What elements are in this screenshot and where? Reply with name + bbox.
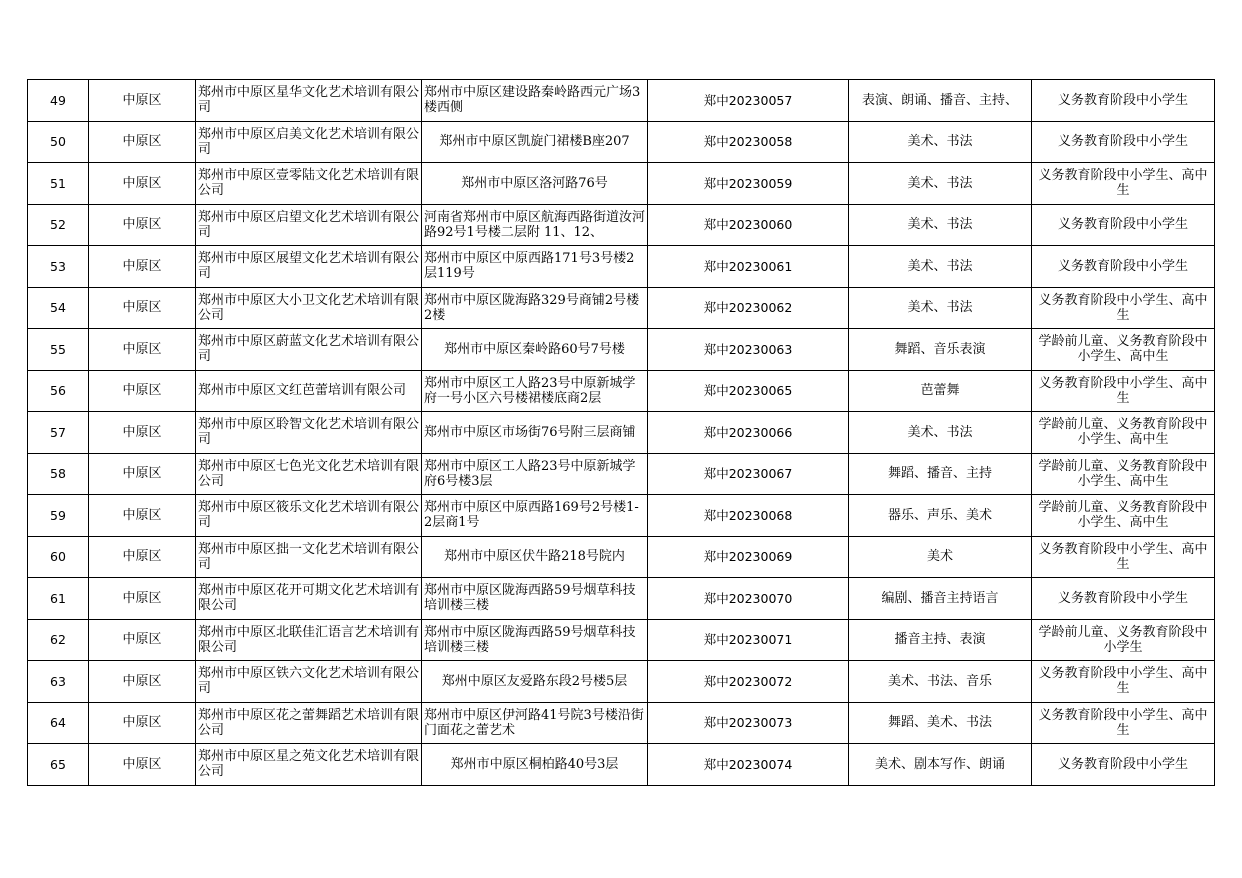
institution-name-cell: 郑州市中原区铁六文化艺术培训有限公司 <box>196 661 422 703</box>
institution-name-cell: 郑州市中原区拙一文化艺术培训有限公司 <box>196 536 422 578</box>
district-cell: 中原区 <box>89 246 196 288</box>
target-students-cell: 学龄前儿童、义务教育阶段中小学生 <box>1032 619 1215 661</box>
target-students-cell: 义务教育阶段中小学生 <box>1032 121 1215 163</box>
license-number-cell: 郑中20230073 <box>648 702 849 744</box>
table-body <box>28 80 1215 786</box>
subjects-cell: 编剧、播音主持语言 <box>849 578 1032 620</box>
institution-name-cell: 郑州市中原区展望文化艺术培训有限公司 <box>196 246 422 288</box>
row-number-cell: 52 <box>28 204 89 246</box>
subjects-cell: 美术、书法 <box>849 121 1032 163</box>
district-cell: 中原区 <box>89 80 196 122</box>
target-students-cell: 义务教育阶段中小学生 <box>1032 80 1215 122</box>
license-number-cell: 郑中20230074 <box>648 744 849 786</box>
address-cell: 郑州市中原区陇海西路59号烟草科技培训楼三楼 <box>422 578 648 620</box>
registry-table <box>27 79 1215 786</box>
table-row <box>28 702 1215 744</box>
district-cell: 中原区 <box>89 204 196 246</box>
table-row <box>28 329 1215 371</box>
license-number-cell: 郑中20230071 <box>648 619 849 661</box>
license-number-cell: 郑中20230072 <box>648 661 849 703</box>
table-row <box>28 453 1215 495</box>
target-students-cell: 学龄前儿童、义务教育阶段中小学生、高中生 <box>1032 329 1215 371</box>
district-cell: 中原区 <box>89 536 196 578</box>
target-students-cell: 义务教育阶段中小学生、高中生 <box>1032 287 1215 329</box>
license-number-cell: 郑中20230070 <box>648 578 849 620</box>
district-cell: 中原区 <box>89 661 196 703</box>
subjects-cell: 播音主持、表演 <box>849 619 1032 661</box>
target-students-cell: 义务教育阶段中小学生、高中生 <box>1032 370 1215 412</box>
subjects-cell: 美术、书法 <box>849 204 1032 246</box>
institution-name-cell: 郑州市中原区启美文化艺术培训有限公司 <box>196 121 422 163</box>
address-cell: 郑州市中原区中原西路171号3号楼2层119号 <box>422 246 648 288</box>
license-number-cell: 郑中20230067 <box>648 453 849 495</box>
license-number-cell: 郑中20230066 <box>648 412 849 454</box>
target-students-cell: 义务教育阶段中小学生 <box>1032 204 1215 246</box>
subjects-cell: 美术、书法 <box>849 412 1032 454</box>
license-number-cell: 郑中20230069 <box>648 536 849 578</box>
row-number-cell: 49 <box>28 80 89 122</box>
subjects-cell: 表演、朗诵、播音、主持、 <box>849 80 1032 122</box>
address-cell: 郑州市中原区陇海西路59号烟草科技培训楼三楼 <box>422 619 648 661</box>
table-row <box>28 204 1215 246</box>
district-cell: 中原区 <box>89 163 196 205</box>
institution-name-cell: 郑州市中原区启望文化艺术培训有限公司 <box>196 204 422 246</box>
target-students-cell: 义务教育阶段中小学生、高中生 <box>1032 702 1215 744</box>
institution-name-cell: 郑州市中原区星华文化艺术培训有限公司 <box>196 80 422 122</box>
address-cell: 郑州市中原区凯旋门裙楼B座207 <box>422 121 648 163</box>
institution-name-cell: 郑州市中原区筱乐文化艺术培训有限公司 <box>196 495 422 537</box>
address-cell: 郑州市中原区秦岭路60号7号楼 <box>422 329 648 371</box>
address-cell: 郑州市中原区洛河路76号 <box>422 163 648 205</box>
address-cell: 郑州市中原区市场街76号附三层商铺 <box>422 412 648 454</box>
license-number-cell: 郑中20230060 <box>648 204 849 246</box>
target-students-cell: 义务教育阶段中小学生 <box>1032 246 1215 288</box>
table-row <box>28 80 1215 122</box>
table-row <box>28 163 1215 205</box>
district-cell: 中原区 <box>89 495 196 537</box>
district-cell: 中原区 <box>89 287 196 329</box>
address-cell: 郑州市中原区工人路23号中原新城学府一号小区六号楼裙楼底商2层 <box>422 370 648 412</box>
institution-name-cell: 郑州市中原区壹零陆文化艺术培训有限公司 <box>196 163 422 205</box>
target-students-cell: 义务教育阶段中小学生、高中生 <box>1032 661 1215 703</box>
address-cell: 郑州市中原区工人路23号中原新城学府6号楼3层 <box>422 453 648 495</box>
license-number-cell: 郑中20230058 <box>648 121 849 163</box>
institution-name-cell: 郑州市中原区花之蕾舞蹈艺术培训有限公司 <box>196 702 422 744</box>
institution-name-cell: 郑州市中原区北联佳汇语言艺术培训有限公司 <box>196 619 422 661</box>
license-number-cell: 郑中20230068 <box>648 495 849 537</box>
district-cell: 中原区 <box>89 412 196 454</box>
district-cell: 中原区 <box>89 370 196 412</box>
row-number-cell: 64 <box>28 702 89 744</box>
address-cell: 河南省郑州市中原区航海西路街道汝河路92号1号楼二层附 11、12、 <box>422 204 648 246</box>
district-cell: 中原区 <box>89 744 196 786</box>
district-cell: 中原区 <box>89 702 196 744</box>
address-cell: 郑州市中原区中原西路169号2号楼1-2层商1号 <box>422 495 648 537</box>
row-number-cell: 58 <box>28 453 89 495</box>
district-cell: 中原区 <box>89 453 196 495</box>
row-number-cell: 63 <box>28 661 89 703</box>
subjects-cell: 芭蕾舞 <box>849 370 1032 412</box>
institution-name-cell: 郑州市中原区蔚蓝文化艺术培训有限公司 <box>196 329 422 371</box>
table-row <box>28 619 1215 661</box>
row-number-cell: 59 <box>28 495 89 537</box>
district-cell: 中原区 <box>89 121 196 163</box>
target-students-cell: 义务教育阶段中小学生 <box>1032 744 1215 786</box>
address-cell: 郑州中原区友爱路东段2号楼5层 <box>422 661 648 703</box>
address-cell: 郑州市中原区桐柏路40号3层 <box>422 744 648 786</box>
table-row <box>28 578 1215 620</box>
table-row <box>28 370 1215 412</box>
license-number-cell: 郑中20230063 <box>648 329 849 371</box>
target-students-cell: 义务教育阶段中小学生 <box>1032 578 1215 620</box>
license-number-cell: 郑中20230061 <box>648 246 849 288</box>
row-number-cell: 55 <box>28 329 89 371</box>
license-number-cell: 郑中20230065 <box>648 370 849 412</box>
subjects-cell: 美术、书法、音乐 <box>849 661 1032 703</box>
district-cell: 中原区 <box>89 329 196 371</box>
row-number-cell: 56 <box>28 370 89 412</box>
row-number-cell: 54 <box>28 287 89 329</box>
target-students-cell: 学龄前儿童、义务教育阶段中小学生、高中生 <box>1032 412 1215 454</box>
target-students-cell: 义务教育阶段中小学生、高中生 <box>1032 163 1215 205</box>
table-row <box>28 495 1215 537</box>
row-number-cell: 61 <box>28 578 89 620</box>
address-cell: 郑州市中原区陇海路329号商铺2号楼2楼 <box>422 287 648 329</box>
row-number-cell: 62 <box>28 619 89 661</box>
target-students-cell: 学龄前儿童、义务教育阶段中小学生、高中生 <box>1032 495 1215 537</box>
district-cell: 中原区 <box>89 578 196 620</box>
subjects-cell: 美术、书法 <box>849 287 1032 329</box>
subjects-cell: 美术、剧本写作、朗诵 <box>849 744 1032 786</box>
target-students-cell: 学龄前儿童、义务教育阶段中小学生、高中生 <box>1032 453 1215 495</box>
table-row <box>28 412 1215 454</box>
subjects-cell: 美术 <box>849 536 1032 578</box>
table-row <box>28 246 1215 288</box>
table-row <box>28 287 1215 329</box>
row-number-cell: 51 <box>28 163 89 205</box>
row-number-cell: 57 <box>28 412 89 454</box>
address-cell: 郑州市中原区建设路秦岭路西元广场3楼西侧 <box>422 80 648 122</box>
subjects-cell: 美术、书法 <box>849 163 1032 205</box>
institution-name-cell: 郑州市中原区七色光文化艺术培训有限公司 <box>196 453 422 495</box>
license-number-cell: 郑中20230062 <box>648 287 849 329</box>
row-number-cell: 50 <box>28 121 89 163</box>
address-cell: 郑州市中原区伊河路41号院3号楼沿街门面花之蕾艺术 <box>422 702 648 744</box>
row-number-cell: 60 <box>28 536 89 578</box>
license-number-cell: 郑中20230059 <box>648 163 849 205</box>
license-number-cell: 郑中20230057 <box>648 80 849 122</box>
subjects-cell: 器乐、声乐、美术 <box>849 495 1032 537</box>
district-cell: 中原区 <box>89 619 196 661</box>
subjects-cell: 舞蹈、美术、书法 <box>849 702 1032 744</box>
subjects-cell: 舞蹈、播音、主持 <box>849 453 1032 495</box>
table-row <box>28 536 1215 578</box>
institution-name-cell: 郑州市中原区星之苑文化艺术培训有限公司 <box>196 744 422 786</box>
subjects-cell: 舞蹈、音乐表演 <box>849 329 1032 371</box>
row-number-cell: 53 <box>28 246 89 288</box>
institution-name-cell: 郑州市中原区花开可期文化艺术培训有限公司 <box>196 578 422 620</box>
subjects-cell: 美术、书法 <box>849 246 1032 288</box>
table-row <box>28 744 1215 786</box>
table-row <box>28 661 1215 703</box>
institution-name-cell: 郑州市中原区聆智文化艺术培训有限公司 <box>196 412 422 454</box>
institution-name-cell: 郑州市中原区大小卫文化艺术培训有限公司 <box>196 287 422 329</box>
table-row <box>28 121 1215 163</box>
row-number-cell: 65 <box>28 744 89 786</box>
address-cell: 郑州市中原区伏牛路218号院内 <box>422 536 648 578</box>
institution-name-cell: 郑州市中原区文红芭蕾培训有限公司 <box>196 370 422 412</box>
target-students-cell: 义务教育阶段中小学生、高中生 <box>1032 536 1215 578</box>
